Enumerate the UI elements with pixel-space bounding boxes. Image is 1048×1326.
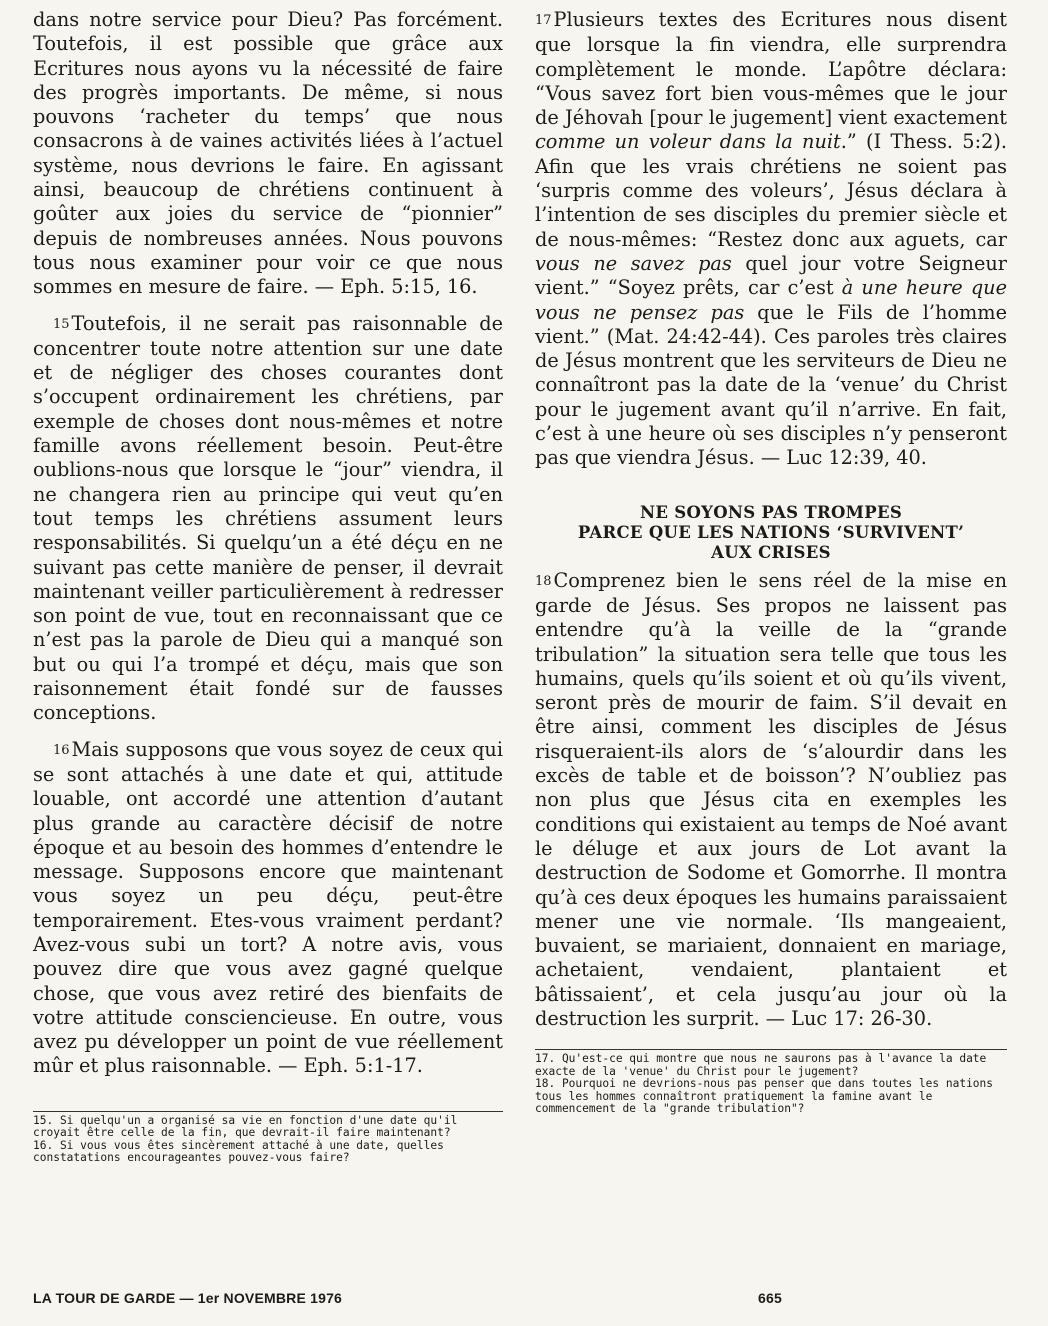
heading-line: AUX CRISES bbox=[711, 542, 831, 562]
paragraph-17-text: Plusieurs textes des Ecritures nous disent que lorsque la fin viendra, elle surprendra complètement le monde. L’apôtre déclara: “Vous savez fort bien vous-mêmes que le jour de Jéhovah [pour le jugement] vient exactement bbox=[535, 8, 1007, 130]
heading-line: PARCE QUE LES NATIONS ‘SURVIVENT’ bbox=[577, 522, 965, 542]
paragraph-number: 17 bbox=[535, 13, 552, 28]
paragraph-14-continued: dans notre service pour Dieu? Pas forcément. Toutefois, il est possible que grâce aux Ecritures nous ayons vu la nécessité de faire des progrès importants. De même, si nous pouvons ‘racheter du temps’ que nous consacrons à de vaines activités liées à l’actuel système, nous devrions le faire. En agissant ainsi, beaucoup de chrétiens continuent à goûter aux joies du service de “pionnier” depuis de nombreuses années. Nous pouvons tous nous examiner pour voir ce que nous sommes en mesure de faire. — Eph. 5:15, 16. bbox=[33, 8, 503, 299]
question-18: 18. Pourquoi ne devrions-nous pas penser que dans toutes les nations tous les hommes connaîtront pratiquement la famine avant le commencement de la "grande tribulation"? bbox=[535, 1077, 994, 1116]
paragraph-number: 18 bbox=[535, 573, 552, 589]
paragraph-18 bbox=[535, 569, 1007, 1032]
questions-divider bbox=[33, 1111, 503, 1112]
italic-emphasis: vous ne savez pas bbox=[535, 251, 732, 275]
paragraph-17-text: que le Fils de l’homme vient.” (Mat. 24:42-44). Ces paroles très claires de Jésus montrent que les serviteurs de Dieu ne connaîtront pas la date de la ‘venue’ du Christ pour le jugement avant qu’il n’arrive. En fait, c’est à une heure où ses disciples n’y penseront pas que viendra Jésus. — Luc 12:39, 40. bbox=[535, 300, 1007, 470]
paragraph-15 bbox=[33, 312, 503, 726]
study-questions bbox=[33, 1115, 503, 1165]
paragraph-17-text: .” (I Thess. 5:2). Afin que les vrais chrétiens ne soient pas ‘surpris comme des voleurs’, Jésus déclara à l’intention de ses disciples du premier siècle et de nous-mêmes: “Restez donc aux aguets, car bbox=[535, 130, 1007, 251]
paragraph-16-text: Mais supposons que vous soyez de ceux qui se sont attachés à une date et qui, attitude louable, ont accordé une attention d’autant plus grande au caractère décisif de notre époque et au besoin des hommes d’entendre le message. Supposons encore que maintenant vous soyez un peu déçu, peut-être temporairement. Etes-vous vraiment perdant? Avez-vous subi un tort? A notre avis, vous pouvez dire que vous avez gagné quelque chose, que vous avez retiré des bienfaits de votre attitude consciencieuse. En outre, vous avez pu développer un point de vue réellement mûr et plus raisonnable. — Eph. 5:1-17. bbox=[33, 737, 503, 1078]
magazine-issue: LA TOUR DE GARDE — 1er NOVEMBRE 1976 bbox=[33, 1290, 343, 1306]
paragraph-17-text: quel jour votre Seigneur vient.” “Soyez prêts, car c’est bbox=[535, 251, 1007, 300]
question-17: 17. Qu'est-ce qui montre que nous ne saurons pas à l'avance la date exacte de la 'venue' du Christ pour le jugement? bbox=[535, 1052, 987, 1078]
paragraph-17 bbox=[535, 8, 1007, 471]
paragraph-number: 15 bbox=[53, 316, 70, 332]
right-column bbox=[535, 8, 1007, 1116]
study-questions bbox=[535, 1053, 1007, 1116]
paragraph-18-text: Comprenez bien le sens réel de la mise en garde de Jésus. Ses propos ne laissent pas entendre qu’à la veille de la “grande tribulation” la situation sera telle que tous les humains, quels qu’ils soient et où qu’ils vivent, seront près de mourir de faim. S’il devait en être ainsi, comment les disciples de Jésus risqueraient-ils alors de ‘s’alourdir dans les excès de table et de boisson’? N’oubliez pas non plus que Jésus cita en exemples les conditions qui existaient au temps de Noé avant le déluge et aux jours de Lot avant la destruction de Sodome et Gomorrhe. Il montra qu’à ces deux époques les humains paraissaient mener une vie normale. ‘Ils mangeaient, buvaient, se mariaient, donnaient en mariage, achetaient, vendaient, plantaient et bâtissaient’, et cela jusqu’au jour où la destruction les surprit. — Luc 17: 26-30. bbox=[535, 568, 1007, 1030]
heading-line: NE SOYONS PAS TROMPES bbox=[639, 502, 903, 522]
paragraph-number: 16 bbox=[53, 742, 70, 758]
left-column bbox=[33, 8, 503, 1165]
questions-divider bbox=[535, 1049, 1007, 1050]
italic-emphasis: à une heure que vous ne pensez pas bbox=[535, 276, 1007, 324]
paragraph-16 bbox=[33, 738, 503, 1079]
question-16: 16. Si vous vous êtes sincèrement attaché à une date, quelles constatations encourageantes pouvez-vous faire? bbox=[33, 1138, 444, 1165]
page-number: 665 bbox=[758, 1290, 782, 1306]
italic-emphasis: comme un voleur dans la nuit bbox=[535, 130, 841, 154]
section-heading bbox=[535, 503, 1007, 563]
paragraph-15-text: Toutefois, il ne serait pas raisonnable de concentrer toute notre attention sur une date et de négliger des choses courantes dont s’occupent ordinairement les chrétiens, par exemple de choses dont nous-mêmes et notre famille avons réellement besoin. Peut-être oublions-nous que lorsque le “jour” viendra, il ne changera rien au principe qui veut qu’en tout temps les chrétiens assument leurs responsabilités. Si quelqu’un a été déçu en ne suivant pas cette manière de penser, il devrait maintenant veiller particulièrement à redresser son point de vue, tout en reconnaissant que ce n’est pas la parole de Dieu qui a manqué son but ou qui l’a trompé et déçu, mais que son raisonnement était fondé sur de fausses conceptions. bbox=[33, 311, 503, 725]
question-15: 15. Si quelqu'un a organisé sa vie en fonction d'une date qu'il croyait être celle de la fin, que devrait-il faire maintenant? bbox=[33, 1113, 458, 1140]
